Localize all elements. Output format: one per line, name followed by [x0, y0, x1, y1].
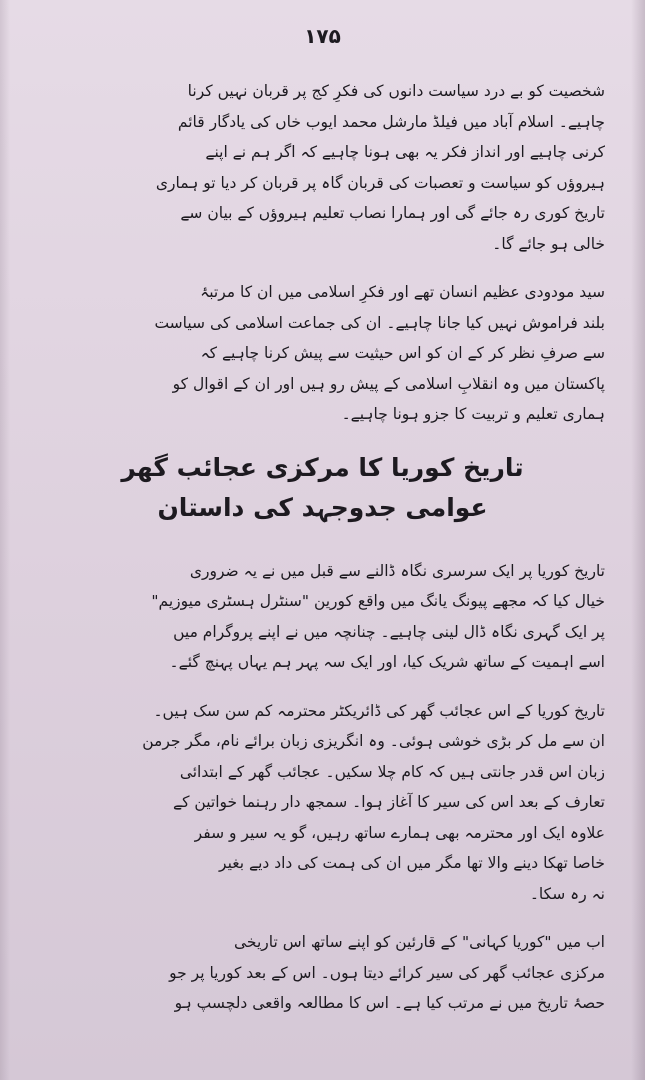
text-line: ہماری تعلیم و تربیت کا جزو ہونا چاہیے۔ — [341, 405, 605, 423]
text-line: اب میں "کوریا کہانی" کے قارئین کو اپنے ساتھ اس تاریخی — [234, 933, 605, 951]
text-line: چاہیے۔ اسلام آباد میں فیلڈ مارشل محمد ایوب خاں کی یادگار قائم — [177, 112, 605, 131]
page-edge-shadow-right — [631, 0, 645, 1080]
text-line: تاریخ کوری رہ جائے گی اور ہمارا نصاب تعلیم ہیروؤں کے بیان سے — [180, 204, 605, 222]
text-line: ہیروؤں کو سیاست و تعصبات کی قربان گاہ پر قربان کر دیا تو ہماری — [155, 173, 605, 192]
paragraph-4 — [40, 696, 605, 910]
page-edge-shadow-left — [0, 0, 10, 1080]
page-body — [40, 62, 605, 1019]
text-line: پاکستان میں وہ انقلابِ اسلامی کے پیش رو ہیں اور ان کے اقوال کو — [172, 374, 605, 393]
paragraph-1 — [40, 76, 605, 259]
text-line: حصۂ تاریخ میں نے مرتب کیا ہے۔ اس کا مطالعہ واقعی دلچسپ ہو — [174, 994, 605, 1012]
text-line: تاریخ کوریا پر ایک سرسری نگاہ ڈالنے سے قبل میں نے یہ ضروری — [189, 561, 605, 580]
text-line: ان سے مل کر بڑی خوشی ہوئی۔ وہ انگریزی زبان برائے نام، مگر جرمن — [142, 732, 605, 750]
text-line: سے صرفِ نظر کر کے ان کو اس حیثیت سے پیش کرنا چاہیے کہ — [200, 344, 605, 362]
text-line: کرنی چاہیے اور انداز فکر یہ بھی ہونا چاہیے کہ اگر ہم نے اپنے — [205, 143, 605, 161]
section-heading — [40, 448, 605, 528]
page-number: ۱۷۵ — [304, 24, 341, 48]
text-line: سید مودودی عظیم انسان تھے اور فکرِ اسلامی میں ان کا مرتبۂ — [200, 283, 605, 301]
text-line: خیال کیا کہ مجھے پیونگ یانگ میں واقع کورین "سنٹرل ہسٹری میوزیم" — [151, 592, 605, 610]
text-line: تاریخ کوریا کے اس عجائب گھر کی ڈائریکٹر محترمہ کم سن سک ہیں۔ — [153, 701, 605, 720]
text-line: اسے اہمیت کے ساتھ شریک کیا، اور ایک سہ پہر ہم یہاں پہنچ گئے۔ — [169, 653, 605, 671]
heading-title: تاریخ کوریا کا مرکزی عجائب گھر — [121, 452, 524, 482]
text-line: علاوہ ایک اور محترمہ بھی ہمارے ساتھ رہیں، گو یہ سیر و سفر — [194, 823, 605, 842]
text-line: نہ رہ سکا۔ — [529, 884, 605, 903]
paragraph-3 — [40, 556, 605, 678]
text-line: شخصیت کو بے درد سیاست دانوں کی فکرِ کج پر قربان نہیں کرنا — [187, 82, 605, 100]
text-line: بلند فراموش نہیں کیا جانا چاہیے۔ ان کی جماعت اسلامی کی سیاست — [154, 313, 605, 332]
text-line: تعارف کے بعد اس کی سیر کا آغاز ہوا۔ سمجھ دار رہنما خواتین کے — [173, 793, 605, 811]
heading-subtitle: عوامی جدوجہد کی داستان — [157, 492, 488, 522]
text-line: مرکزی عجائب گھر کی سیر کرائے دیتا ہوں۔ اس کے بعد کوریا پر جو — [169, 963, 605, 982]
text-line: زبان اس قدر جانتی ہیں کہ کام چلا سکیں۔ عجائب گھر کے ابتدائی — [179, 762, 605, 781]
paragraph-5 — [40, 927, 605, 1019]
text-line: خالی ہو جائے گا۔ — [492, 234, 605, 253]
paragraph-2 — [40, 277, 605, 430]
text-line: پر ایک گہری نگاہ ڈال لینی چاہیے۔ چنانچہ میں نے اپنے پروگرام میں — [173, 622, 605, 641]
text-line: خاصا تھکا دینے والا تھا مگر میں ان کی ہمت کی داد دیے بغیر — [219, 854, 605, 872]
